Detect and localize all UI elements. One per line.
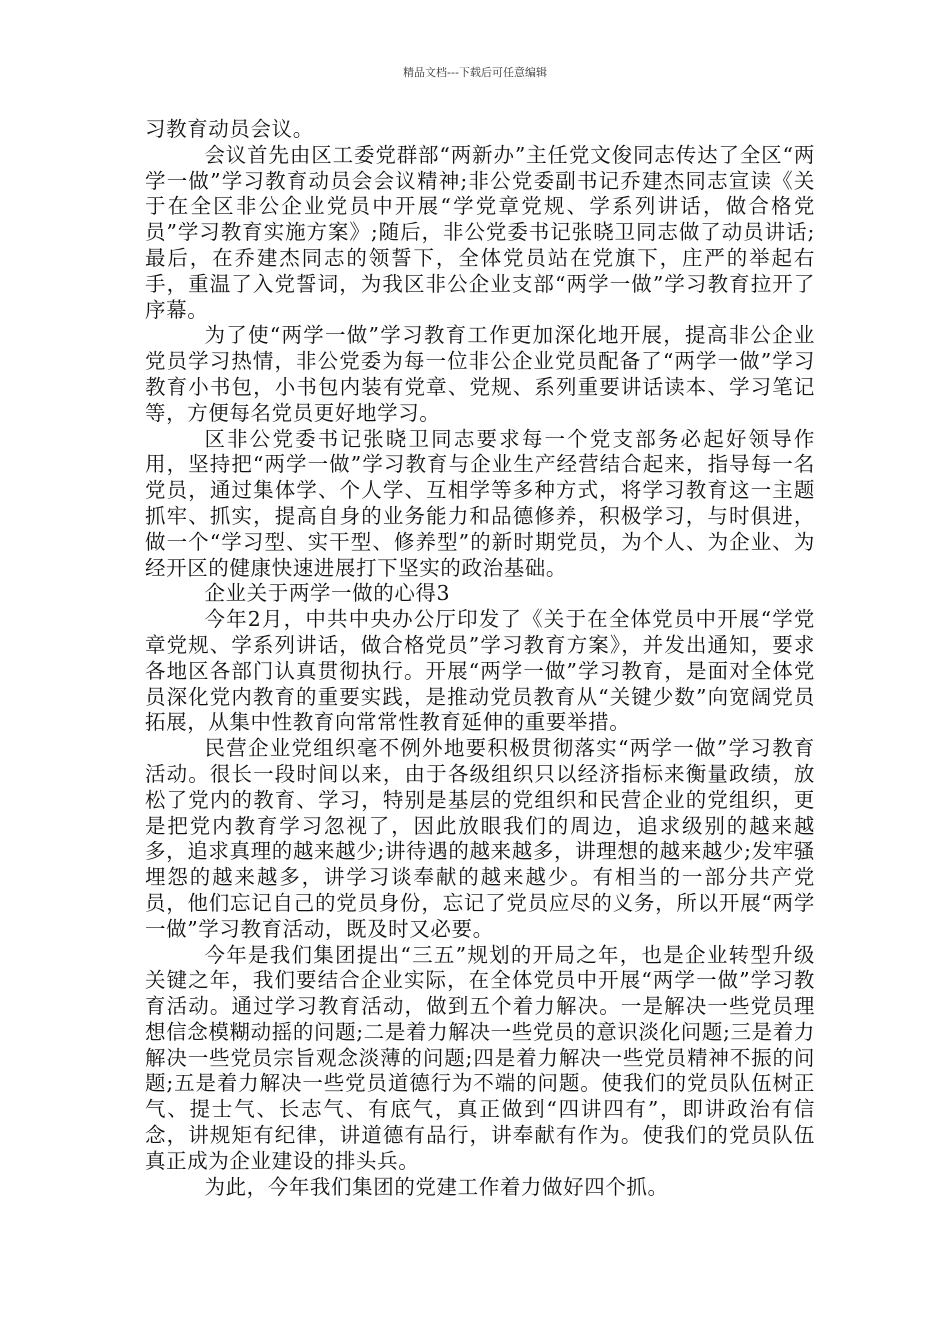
paragraph-8: 为此，今年我们集团的党建工作着力做好四个抓。 [204, 1174, 669, 1199]
paragraph-2: 会议首先由区工委党群部“两新办”主任党文俊同志传达了全区“两学一做”学习教育动员会会议精神;非公党委副书记乔建杰同志宣读《关于在全区非公企业党员中开展“学党章党规、学系列讲话，做合格党员”学习教育实施方案》;随后，非公党委书记张晓卫同志做了动员讲话;最后，在乔建杰同志的领誓下，全体党员站在党旗下，庄严的举起右手，重温了入党誓词，为我区非公企业支部“两学一做”学习教育拉开了序幕。 [145, 142, 815, 322]
paragraph-7: 今年是我们集团提出“三五”规划的开局之年，也是企业转型升级关键之年，我们要结合企业实际，在全体党员中开展“两学一做”学习教育活动。通过学习教育活动，做到五个着力解决。一是解决一些党员理想信念模糊动摇的问题;二是着力解决一些党员的意识淡化问题;三是着力解决一些党员宗旨观念淡薄的问题;四是着力解决一些党员精神不振的问题;五是着力解决一些党员道德行为不端的问题。使我们的党员队伍树正气、提士气、长志气、有底气，真正做到“四讲四有”，即讲政治有信念，讲规矩有纪律，讲道德有品行，讲奉献有作为。使我们的党员队伍真正成为企业建设的排头兵。 [145, 942, 815, 1173]
document-body [145, 117, 815, 1200]
paragraph-3: 为了使“两学一做”学习教育工作更加深化地开展，提高非公企业党员学习热情，非公党委为每一位非公企业党员配备了“两学一做”学习教育小书包，小书包内装有党章、党规、系列重要讲话读本、学习笔记等，方便每名党员更好地学习。 [145, 323, 815, 425]
paragraph-4: 区非公党委书记张晓卫同志要求每一个党支部务必起好领导作用，坚持把“两学一做”学习教育与企业生产经营结合起来，指导每一名党员，通过集体学、个人学、互相学等多种方式，将学习教育这一主题抓牢、抓实，提高自身的业务能力和品德修养，积极学习，与时俱进，做一个“学习型、实干型、修养型”的新时期党员，为个人、为企业、为经开区的健康快速进展打下坚实的政治基础。 [145, 426, 815, 580]
page-header: 精品文档---下载后可任意编辑 [403, 66, 547, 79]
section-heading: 企业关于两学一做的心得3 [204, 581, 451, 606]
paragraph-1: 习教育动员会议。 [145, 117, 314, 141]
paragraph-5: 今年2月，中共中央办公厅印发了《关于在全体党员中开展“学党章党规、学系列讲话，做合格党员”学习教育方案》，并发出通知，要求各地区各部门认真贯彻执行。开展“两学一做”学习教育，是面对全体党员深化党内教育的重要实践，是推动党员教育从“关键少数”向宽阔党员拓展，从集中性教育向常常性教育延伸的重要举措。 [145, 607, 815, 735]
paragraph-6: 民营企业党组织毫不例外地要积极贯彻落实“两学一做”学习教育活动。很长一段时间以来，由于各级组织只以经济指标来衡量政绩，放松了党内的教育、学习，特别是基层的党组织和民营企业的党组织，更是把党内教育学习忽视了，因此放眼我们的周边，追求级别的越来越多，追求真理的越来越少;讲待遇的越来越多，讲理想的越来越少;发牢骚埋怨的越来越多，讲学习谈奉献的越来越少。有相当的一部分共产党员，他们忘记自己的党员身份，忘记了党员应尽的义务，所以开展“两学一做”学习教育活动，既及时又必要。 [145, 736, 815, 941]
